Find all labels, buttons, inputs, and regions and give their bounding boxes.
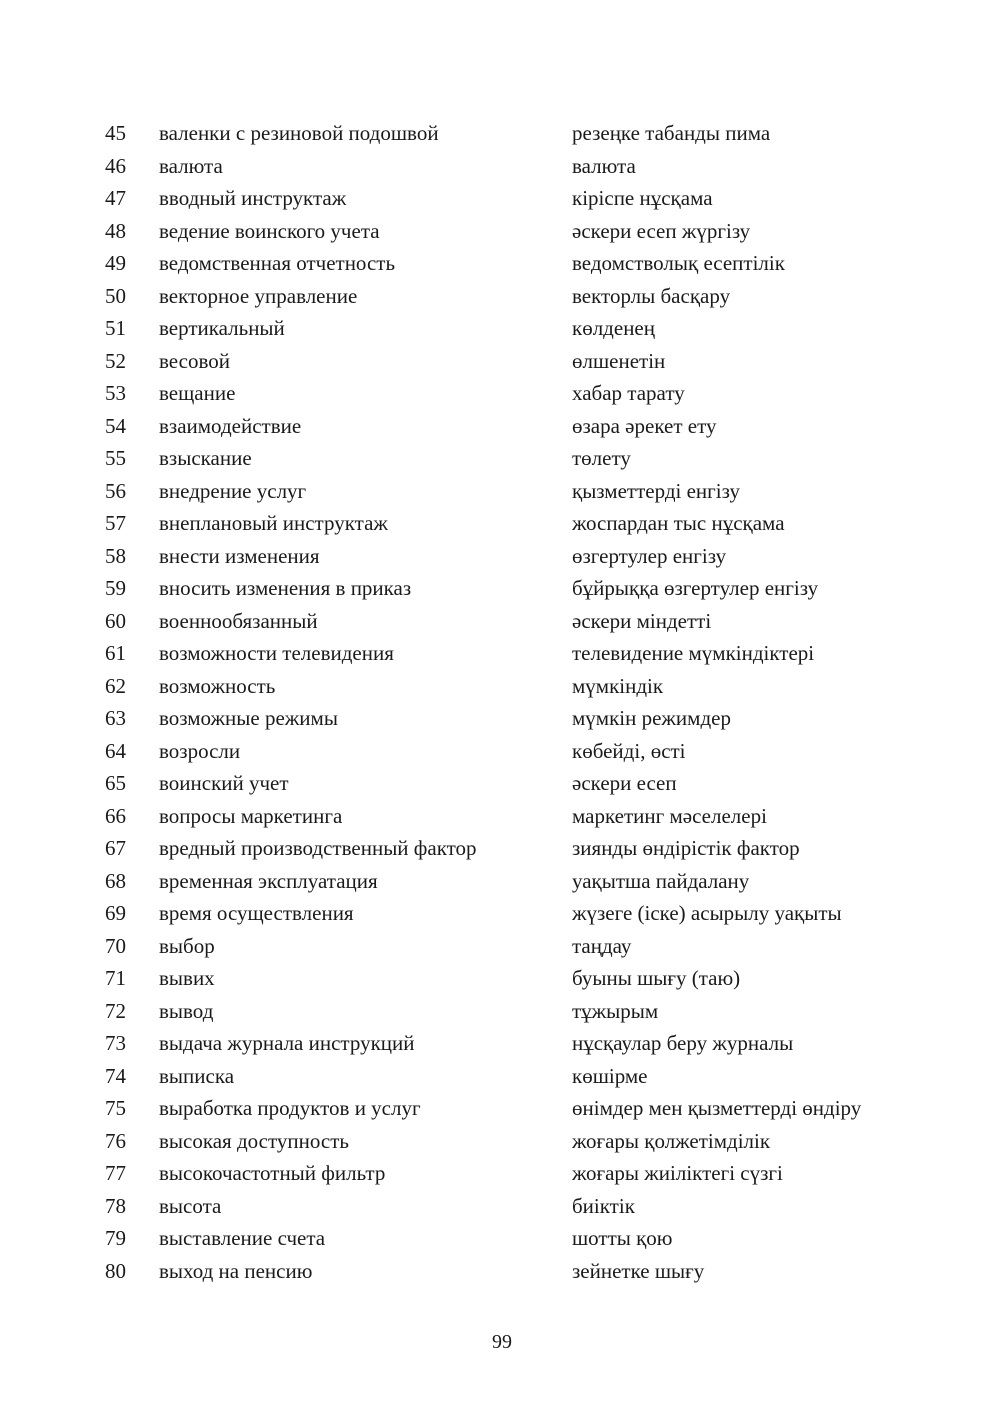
russian-term: взыскание: [159, 446, 252, 470]
kazakh-term: төлету: [572, 446, 631, 470]
glossary-row: [105, 410, 925, 443]
kazakh-term: көшірме: [572, 1063, 648, 1088]
entry-number: 48: [105, 218, 126, 243]
glossary-row: [105, 1255, 925, 1288]
kazakh-term: әскери міндетті: [572, 608, 712, 633]
glossary-row: [105, 995, 925, 1028]
kazakh-term: нұсқаулар беру журналы: [572, 1031, 794, 1055]
russian-term: воинский учет: [159, 771, 289, 795]
entry-number: 76: [105, 1128, 126, 1153]
glossary-row: [105, 215, 925, 248]
glossary-row: [105, 897, 925, 930]
russian-term: внедрение услуг: [159, 478, 307, 503]
russian-term: вывих: [159, 966, 215, 990]
glossary-row: [105, 572, 925, 605]
glossary-row: [105, 832, 925, 865]
glossary-row: [105, 865, 925, 898]
glossary-row: [105, 312, 925, 345]
entry-number: 71: [105, 966, 126, 990]
entry-number: 80: [105, 1258, 126, 1283]
russian-term: взаимодействие: [159, 413, 302, 438]
kazakh-term: зиянды өндірістік фактор: [572, 836, 800, 860]
entry-number: 69: [105, 901, 126, 925]
glossary-row: [105, 540, 925, 573]
glossary-row: [105, 1092, 925, 1125]
russian-term: высокая доступность: [159, 1128, 349, 1153]
russian-term: вносить изменения в приказ: [159, 576, 412, 600]
kazakh-term: резеңке табанды пима: [572, 121, 771, 145]
entry-number: 59: [105, 576, 126, 600]
kazakh-term: жоспардан тыс нұсқама: [572, 511, 785, 535]
kazakh-term: бұйрыққа өзгертулер енгізу: [572, 576, 819, 600]
entry-number: 67: [105, 836, 126, 860]
russian-term: возможные режимы: [159, 706, 338, 730]
entry-number: 53: [105, 381, 126, 405]
russian-term: вводный инструктаж: [159, 186, 347, 210]
kazakh-term: буыны шығу (таю): [572, 966, 741, 990]
glossary-row: [105, 150, 925, 183]
russian-term: возможности телевидения: [159, 641, 394, 665]
glossary-row: [105, 767, 925, 800]
kazakh-term: өлшенетін: [572, 348, 666, 373]
kazakh-term: өзара әрекет ету: [572, 413, 717, 438]
kazakh-term: көбейді, өсті: [572, 738, 686, 763]
entry-number: 51: [105, 316, 126, 340]
entry-number: 58: [105, 543, 126, 568]
kazakh-term: тұжырым: [572, 998, 659, 1023]
glossary-row: [105, 1027, 925, 1060]
kazakh-term: өнімдер мен қызметтерді өндіру: [572, 1096, 862, 1120]
glossary-row: [105, 117, 925, 150]
russian-term: выбор: [159, 933, 215, 958]
russian-term: вопросы маркетинга: [159, 803, 343, 828]
kazakh-term: көлденең: [572, 316, 655, 340]
glossary-row: [105, 475, 925, 508]
glossary-row: [105, 930, 925, 963]
entry-number: 46: [105, 153, 126, 178]
kazakh-term: уақытша пайдалану: [572, 868, 750, 893]
glossary-row: [105, 735, 925, 768]
glossary-row: [105, 605, 925, 638]
russian-term: векторное управление: [159, 283, 358, 308]
russian-term: выработка продуктов и услуг: [159, 1096, 421, 1120]
kazakh-term: биіктік: [572, 1193, 635, 1218]
kazakh-term: ведомстволық есептілік: [572, 251, 785, 275]
kazakh-term: хабар тарату: [572, 381, 685, 405]
kazakh-term: векторлы басқару: [572, 283, 731, 308]
glossary-row: [105, 377, 925, 410]
glossary-row: [105, 1125, 925, 1158]
russian-term: вывод: [159, 998, 214, 1023]
glossary-row: [105, 442, 925, 475]
entry-number: 65: [105, 771, 126, 795]
glossary-row: [105, 345, 925, 378]
glossary-row: [105, 1157, 925, 1190]
entry-number: 52: [105, 348, 126, 373]
russian-term: выход на пенсию: [159, 1258, 313, 1283]
russian-term: ведомственная отчетность: [159, 251, 396, 275]
entry-number: 70: [105, 933, 126, 958]
entry-number: 57: [105, 511, 126, 535]
glossary-row: [105, 637, 925, 670]
russian-term: выставление счета: [159, 1226, 326, 1250]
russian-term: валюта: [159, 153, 223, 178]
kazakh-term: өзгертулер енгізу: [572, 543, 727, 568]
entry-number: 49: [105, 251, 126, 275]
entry-number: 72: [105, 998, 126, 1023]
entry-number: 73: [105, 1031, 126, 1055]
kazakh-term: жоғары жиіліктегі сүзгі: [572, 1161, 783, 1185]
entry-number: 78: [105, 1193, 126, 1218]
entry-number: 55: [105, 446, 126, 470]
russian-term: высокочастотный фильтр: [159, 1161, 386, 1185]
entry-number: 50: [105, 283, 126, 308]
entry-number: 47: [105, 186, 126, 210]
glossary-row: [105, 280, 925, 313]
entry-number: 64: [105, 738, 126, 763]
glossary-row: [105, 1190, 925, 1223]
entry-number: 56: [105, 478, 126, 503]
russian-term: возросли: [159, 738, 241, 763]
russian-term: внести изменения: [159, 543, 320, 568]
russian-term: вертикальный: [159, 316, 285, 340]
glossary-table: [105, 117, 925, 1287]
entry-number: 45: [105, 121, 126, 145]
russian-term: вредный производственный фактор: [159, 836, 477, 860]
entry-number: 61: [105, 641, 126, 665]
russian-term: валенки с резиновой подошвой: [159, 121, 439, 145]
kazakh-term: мүмкіндік: [572, 673, 664, 698]
glossary-row: [105, 182, 925, 215]
kazakh-term: зейнетке шығу: [572, 1258, 705, 1283]
kazakh-term: шотты қою: [572, 1226, 673, 1250]
russian-term: высота: [159, 1193, 222, 1218]
entry-number: 75: [105, 1096, 126, 1120]
russian-term: возможность: [159, 673, 276, 698]
entry-number: 74: [105, 1063, 126, 1088]
entry-number: 77: [105, 1161, 126, 1185]
kazakh-term: кіріспе нұсқама: [572, 186, 713, 210]
russian-term: внеплановый инструктаж: [159, 511, 388, 535]
russian-term: вещание: [159, 381, 236, 405]
kazakh-term: мүмкін режимдер: [572, 706, 731, 730]
glossary-row: [105, 1060, 925, 1093]
kazakh-term: маркетинг мәселелері: [572, 803, 767, 828]
entry-number: 66: [105, 803, 126, 828]
kazakh-term: әскери есеп жүргізу: [572, 218, 751, 243]
kazakh-term: валюта: [572, 153, 636, 178]
russian-term: ведение воинского учета: [159, 218, 380, 243]
glossary-row: [105, 247, 925, 280]
kazakh-term: жүзеге (іске) асырылу уақыты: [572, 901, 842, 925]
russian-term: выписка: [159, 1063, 235, 1088]
kazakh-term: қызметтерді енгізу: [572, 478, 740, 503]
kazakh-term: телевидение мүмкіндіктері: [572, 641, 815, 665]
page-number: 99: [492, 1331, 512, 1353]
glossary-row: [105, 670, 925, 703]
glossary-row: [105, 702, 925, 735]
russian-term: выдача журнала инструкций: [159, 1031, 415, 1055]
entry-number: 79: [105, 1226, 126, 1250]
russian-term: весовой: [159, 348, 230, 373]
entry-number: 63: [105, 706, 126, 730]
glossary-row: [105, 962, 925, 995]
russian-term: военнообязанный: [159, 608, 318, 633]
kazakh-term: жоғары қолжетімділік: [572, 1128, 771, 1153]
glossary-row: [105, 800, 925, 833]
glossary-row: [105, 1222, 925, 1255]
russian-term: временная эксплуатация: [159, 868, 378, 893]
entry-number: 54: [105, 413, 126, 438]
glossary-row: [105, 507, 925, 540]
entry-number: 68: [105, 868, 126, 893]
entry-number: 62: [105, 673, 126, 698]
russian-term: время осуществления: [159, 901, 354, 925]
kazakh-term: әскери есеп: [572, 771, 677, 795]
kazakh-term: таңдау: [572, 933, 632, 958]
entry-number: 60: [105, 608, 126, 633]
